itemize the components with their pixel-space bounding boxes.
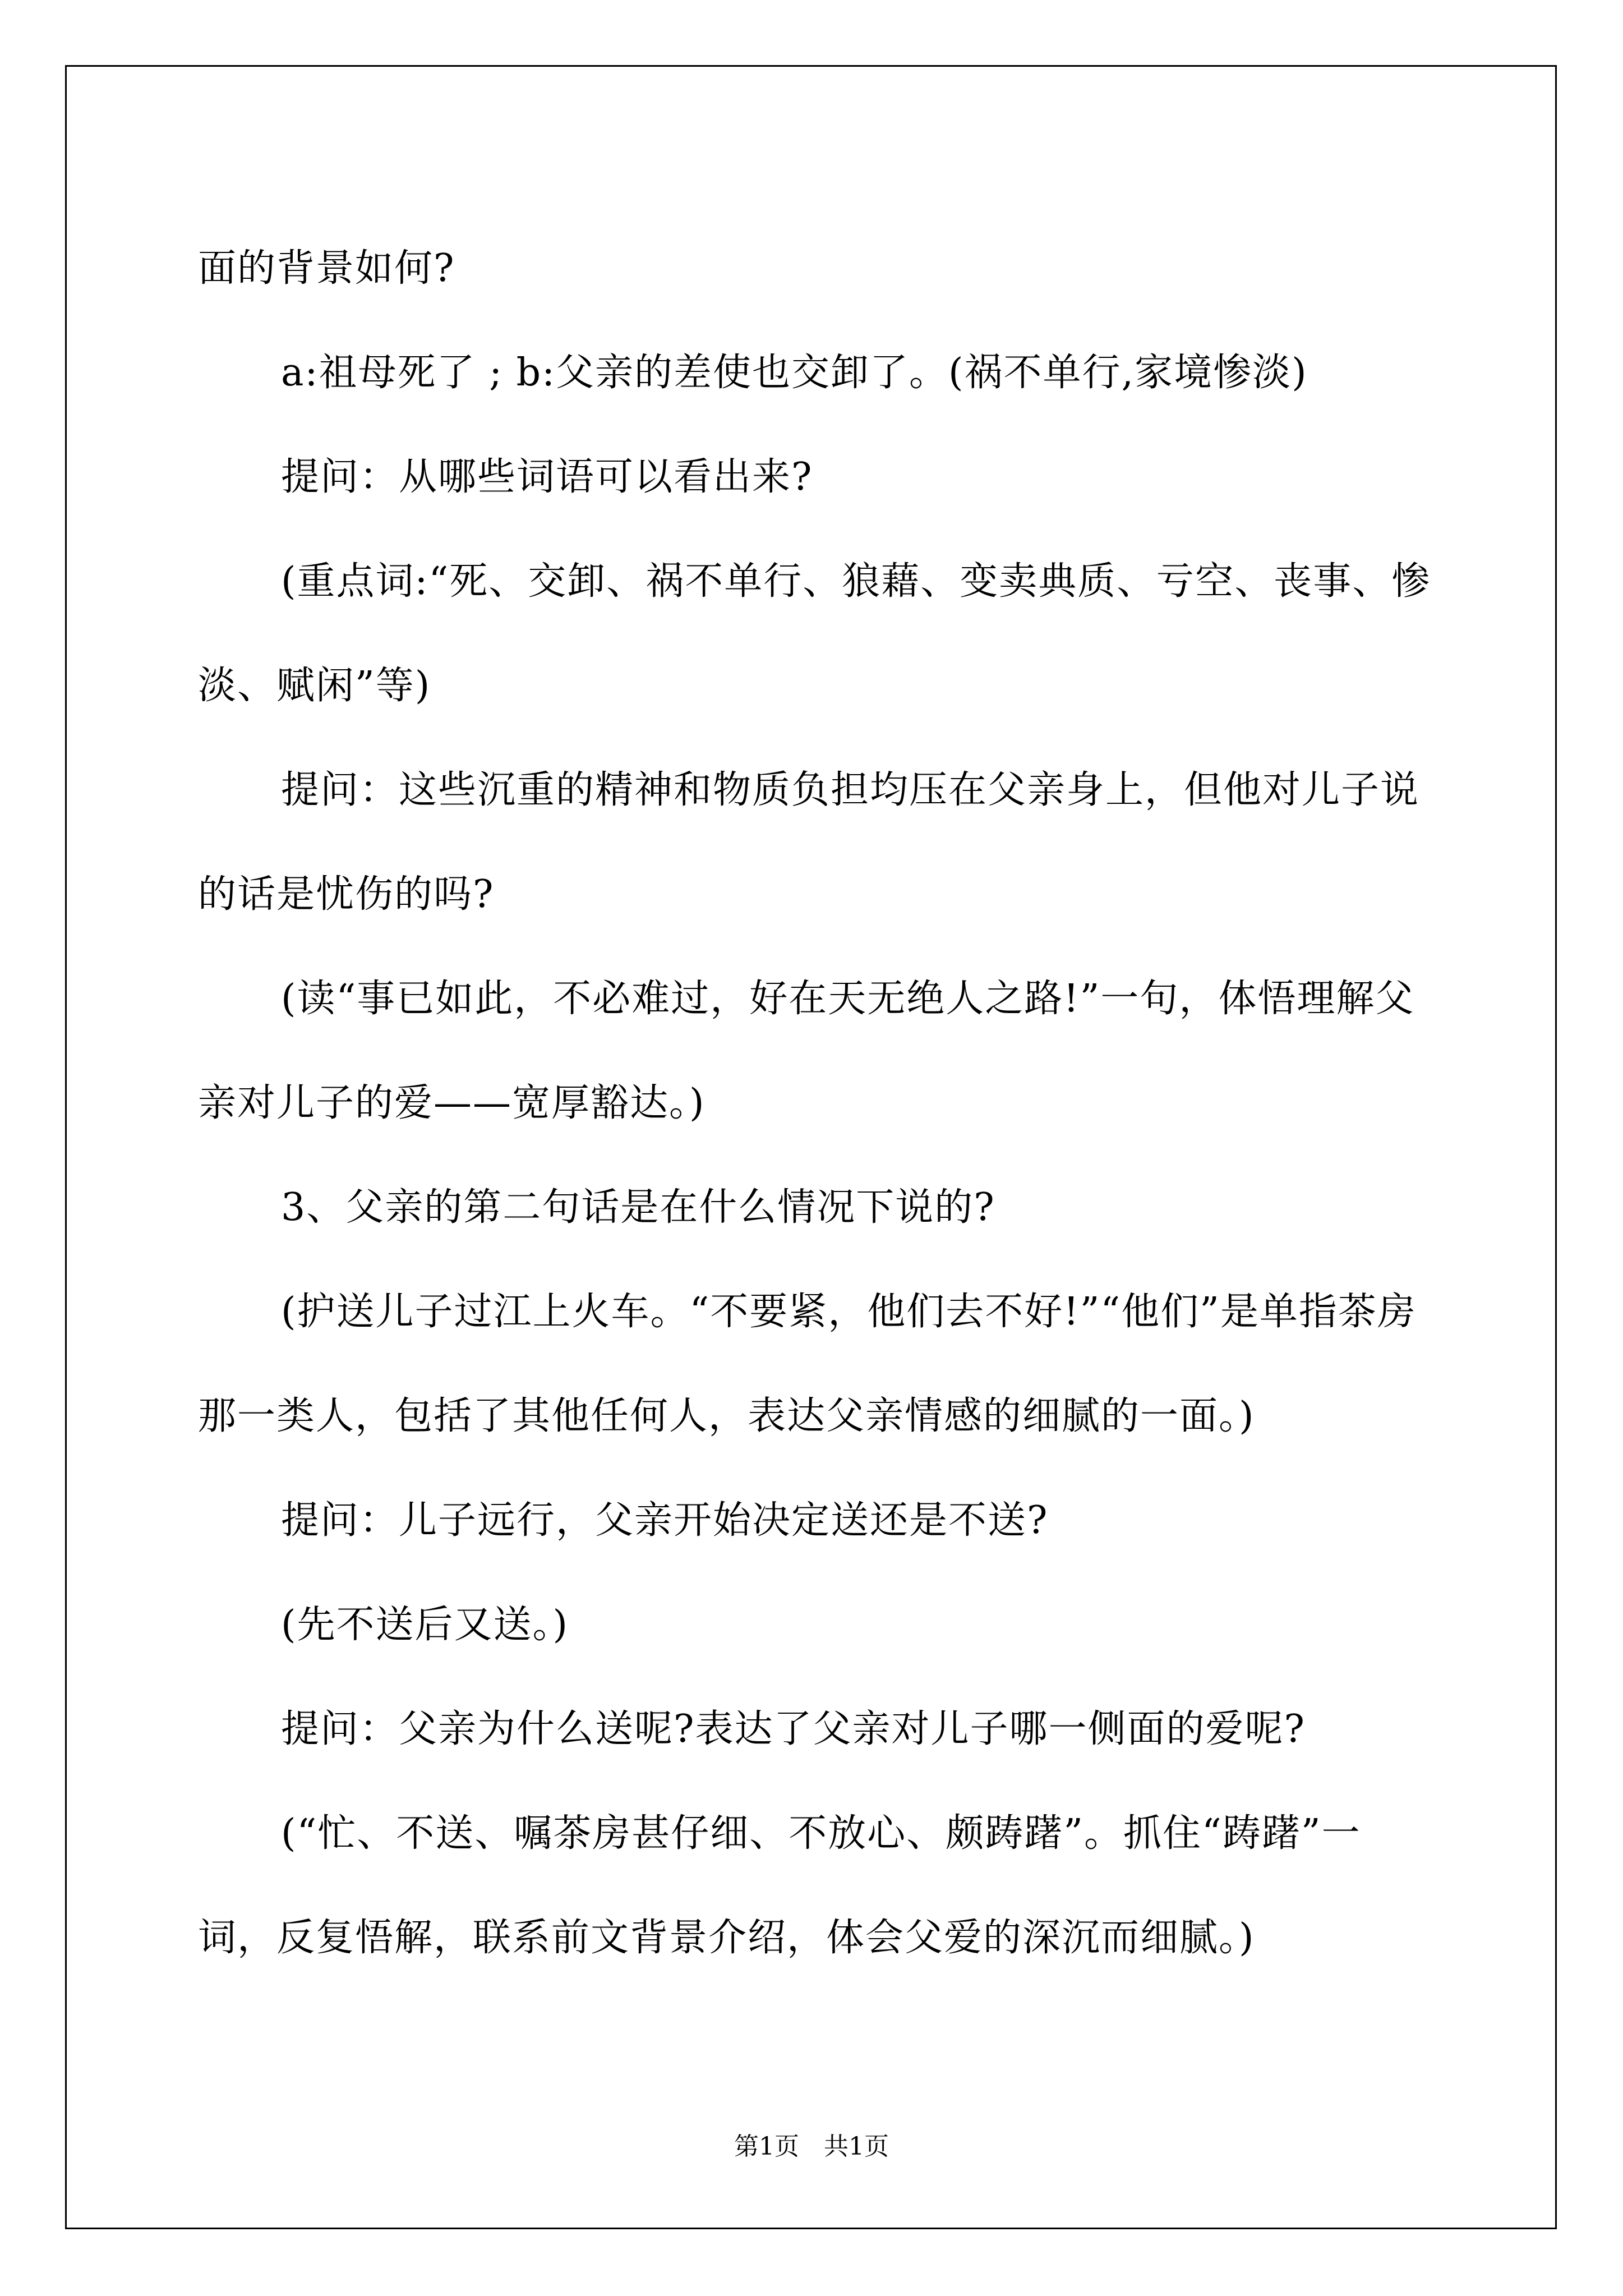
paragraph: (护送儿子过江上火车。“不要紧，他们去不好!”“他们”是单指茶房那一类人，包括了其他任何人，表达父亲情感的细腻的一面。) [198,1290,1417,1438]
paragraph: 面的背景如何? [198,246,455,291]
paragraph: (“忙、不送、嘱茶房甚仔细、不放心、颇踌躇”。抓住“踌躇”一词，反复悟解，联系前文背景介绍，体会父爱的深沉而细腻。) [198,1811,1361,1960]
page-footer: 第1页 共1页 [734,2132,889,2161]
paragraph: (读“事已如此，不必难过，好在天无绝人之路!”一句，体悟理解父亲对儿子的爱——宽厚豁达。) [198,977,1415,1125]
paragraph: 提问：从哪些词语可以看出来? [281,455,813,499]
paragraph: 3、父亲的第二句话是在什么情况下说的? [281,1185,995,1230]
paragraph: 提问：父亲为什么送呢?表达了父亲对儿子哪一侧面的爱呢? [281,1707,1306,1751]
paragraph: 提问：这些沉重的精神和物质负担均压在父亲身上，但他对儿子说的话是忧伤的吗? [198,768,1420,917]
paragraph: (先不送后又送。) [281,1603,569,1647]
paragraph: 提问：儿子远行，父亲开始决定送还是不送? [281,1498,1049,1543]
paragraph: (重点词:“死、交卸、祸不单行、狼藉、变卖典质、亏空、丧事、惨淡、赋闲”等) [198,559,1431,708]
document-body [198,217,1432,1990]
paragraph: a:祖母死了 ; b:父亲的差使也交卸了。(祸不单行,家境惨淡) [281,351,1308,395]
